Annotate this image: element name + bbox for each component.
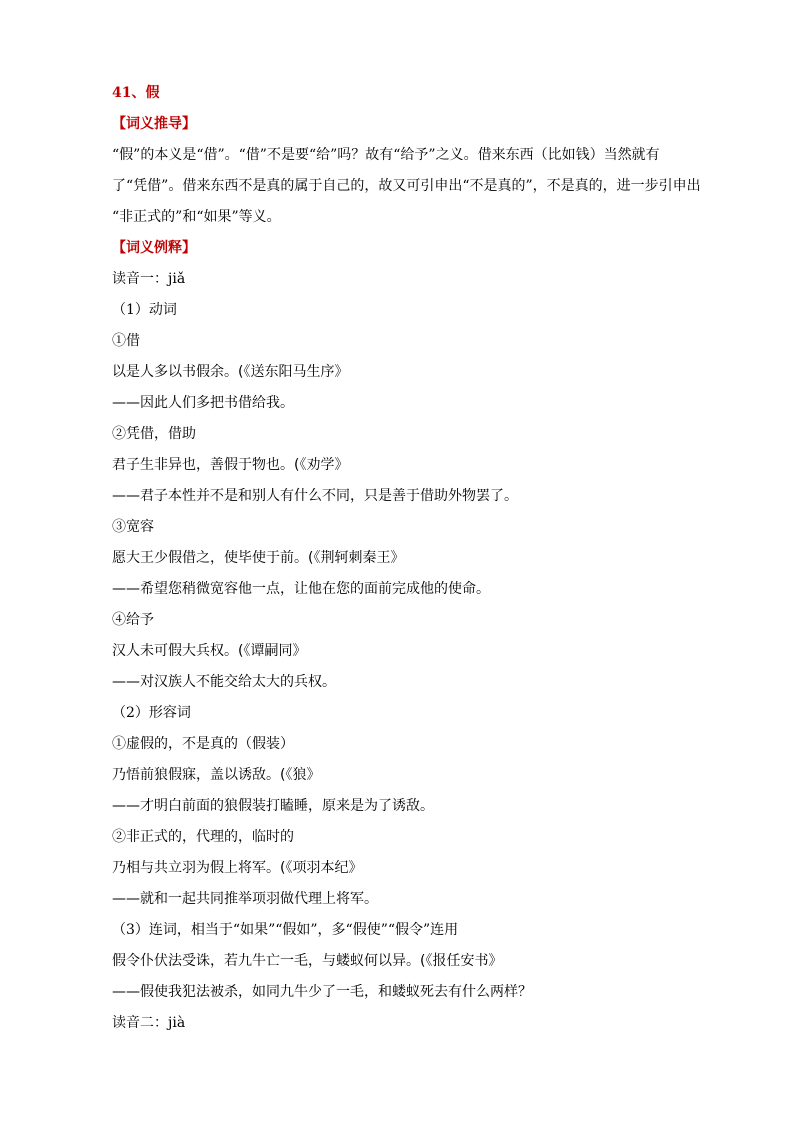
example-sentence: 乃相与共立羽为假上将军。(《项羽本纪》 <box>112 860 363 876</box>
sense-label: ①虚假的，不是真的（假装） <box>112 736 294 752</box>
example-translation: ——就和一起共同推举项羽做代理上将军。 <box>112 891 378 907</box>
example-sentence: 乃悟前狼假寐，盖以诱敌。(《狼》 <box>112 767 321 783</box>
example-sentence: 假令仆伏法受诛，若九牛亡一毛，与蝼蚁何以异。(《报任安书》 <box>112 953 503 969</box>
part-of-speech: （1）动词 <box>112 302 177 318</box>
example-translation: ——希望您稍微宽容他一点，让他在您的面前完成他的使命。 <box>112 581 490 597</box>
sense-label: ③宽容 <box>112 519 154 535</box>
sense-label: ②非正式的，代理的，临时的 <box>112 829 294 845</box>
paragraph-line: “非正式的”和“如果”等义。 <box>112 209 281 225</box>
section-heading-meaning-origin: 【词义推导】 <box>112 116 196 132</box>
example-sentence: 君子生非异也，善假于物也。(《劝学》 <box>112 457 349 473</box>
paragraph-line: “假”的本义是“借”。“借”不是要“给”吗？故有“给予”之义。借来东西（比如钱）当然就有 <box>112 147 660 163</box>
example-translation: ——对汉族人不能交给太大的兵权。 <box>112 674 336 690</box>
example-translation: ——才明白前面的狼假装打瞌睡，原来是为了诱敌。 <box>112 798 434 814</box>
example-sentence: 以是人多以书假余。(《送东阳马生序》 <box>112 364 349 380</box>
entry-title: 41、假 <box>112 85 160 101</box>
part-of-speech: （3）连词，相当于“如果”“假如”，多“假使”“假令”连用 <box>112 922 459 938</box>
example-translation: ——君子本性并不是和别人有什么不同，只是善于借助外物罢了。 <box>112 488 518 504</box>
example-sentence: 愿大王少假借之，使毕使于前。(《荆轲刺秦王》 <box>112 550 405 566</box>
example-translation: ——假使我犯法被杀，如同九牛少了一毛，和蝼蚁死去有什么两样？ <box>112 984 532 1000</box>
paragraph-line: 了“凭借”。借来东西不是真的属于自己的，故又可引申出“不是真的”，不是真的，进一步引申出 <box>112 178 701 194</box>
example-sentence: 汉人未可假大兵权。(《谭嗣同》 <box>112 643 307 659</box>
reading-label: 读音二：jià <box>112 1015 186 1031</box>
sense-label: ②凭借，借助 <box>112 426 196 442</box>
example-translation: ——因此人们多把书借给我。 <box>112 395 294 411</box>
section-heading-examples: 【词义例释】 <box>112 240 196 256</box>
sense-label: ④给予 <box>112 612 154 628</box>
sense-label: ①借 <box>112 333 140 349</box>
part-of-speech: （2）形容词 <box>112 705 191 721</box>
reading-label: 读音一：jiǎ <box>112 271 186 287</box>
